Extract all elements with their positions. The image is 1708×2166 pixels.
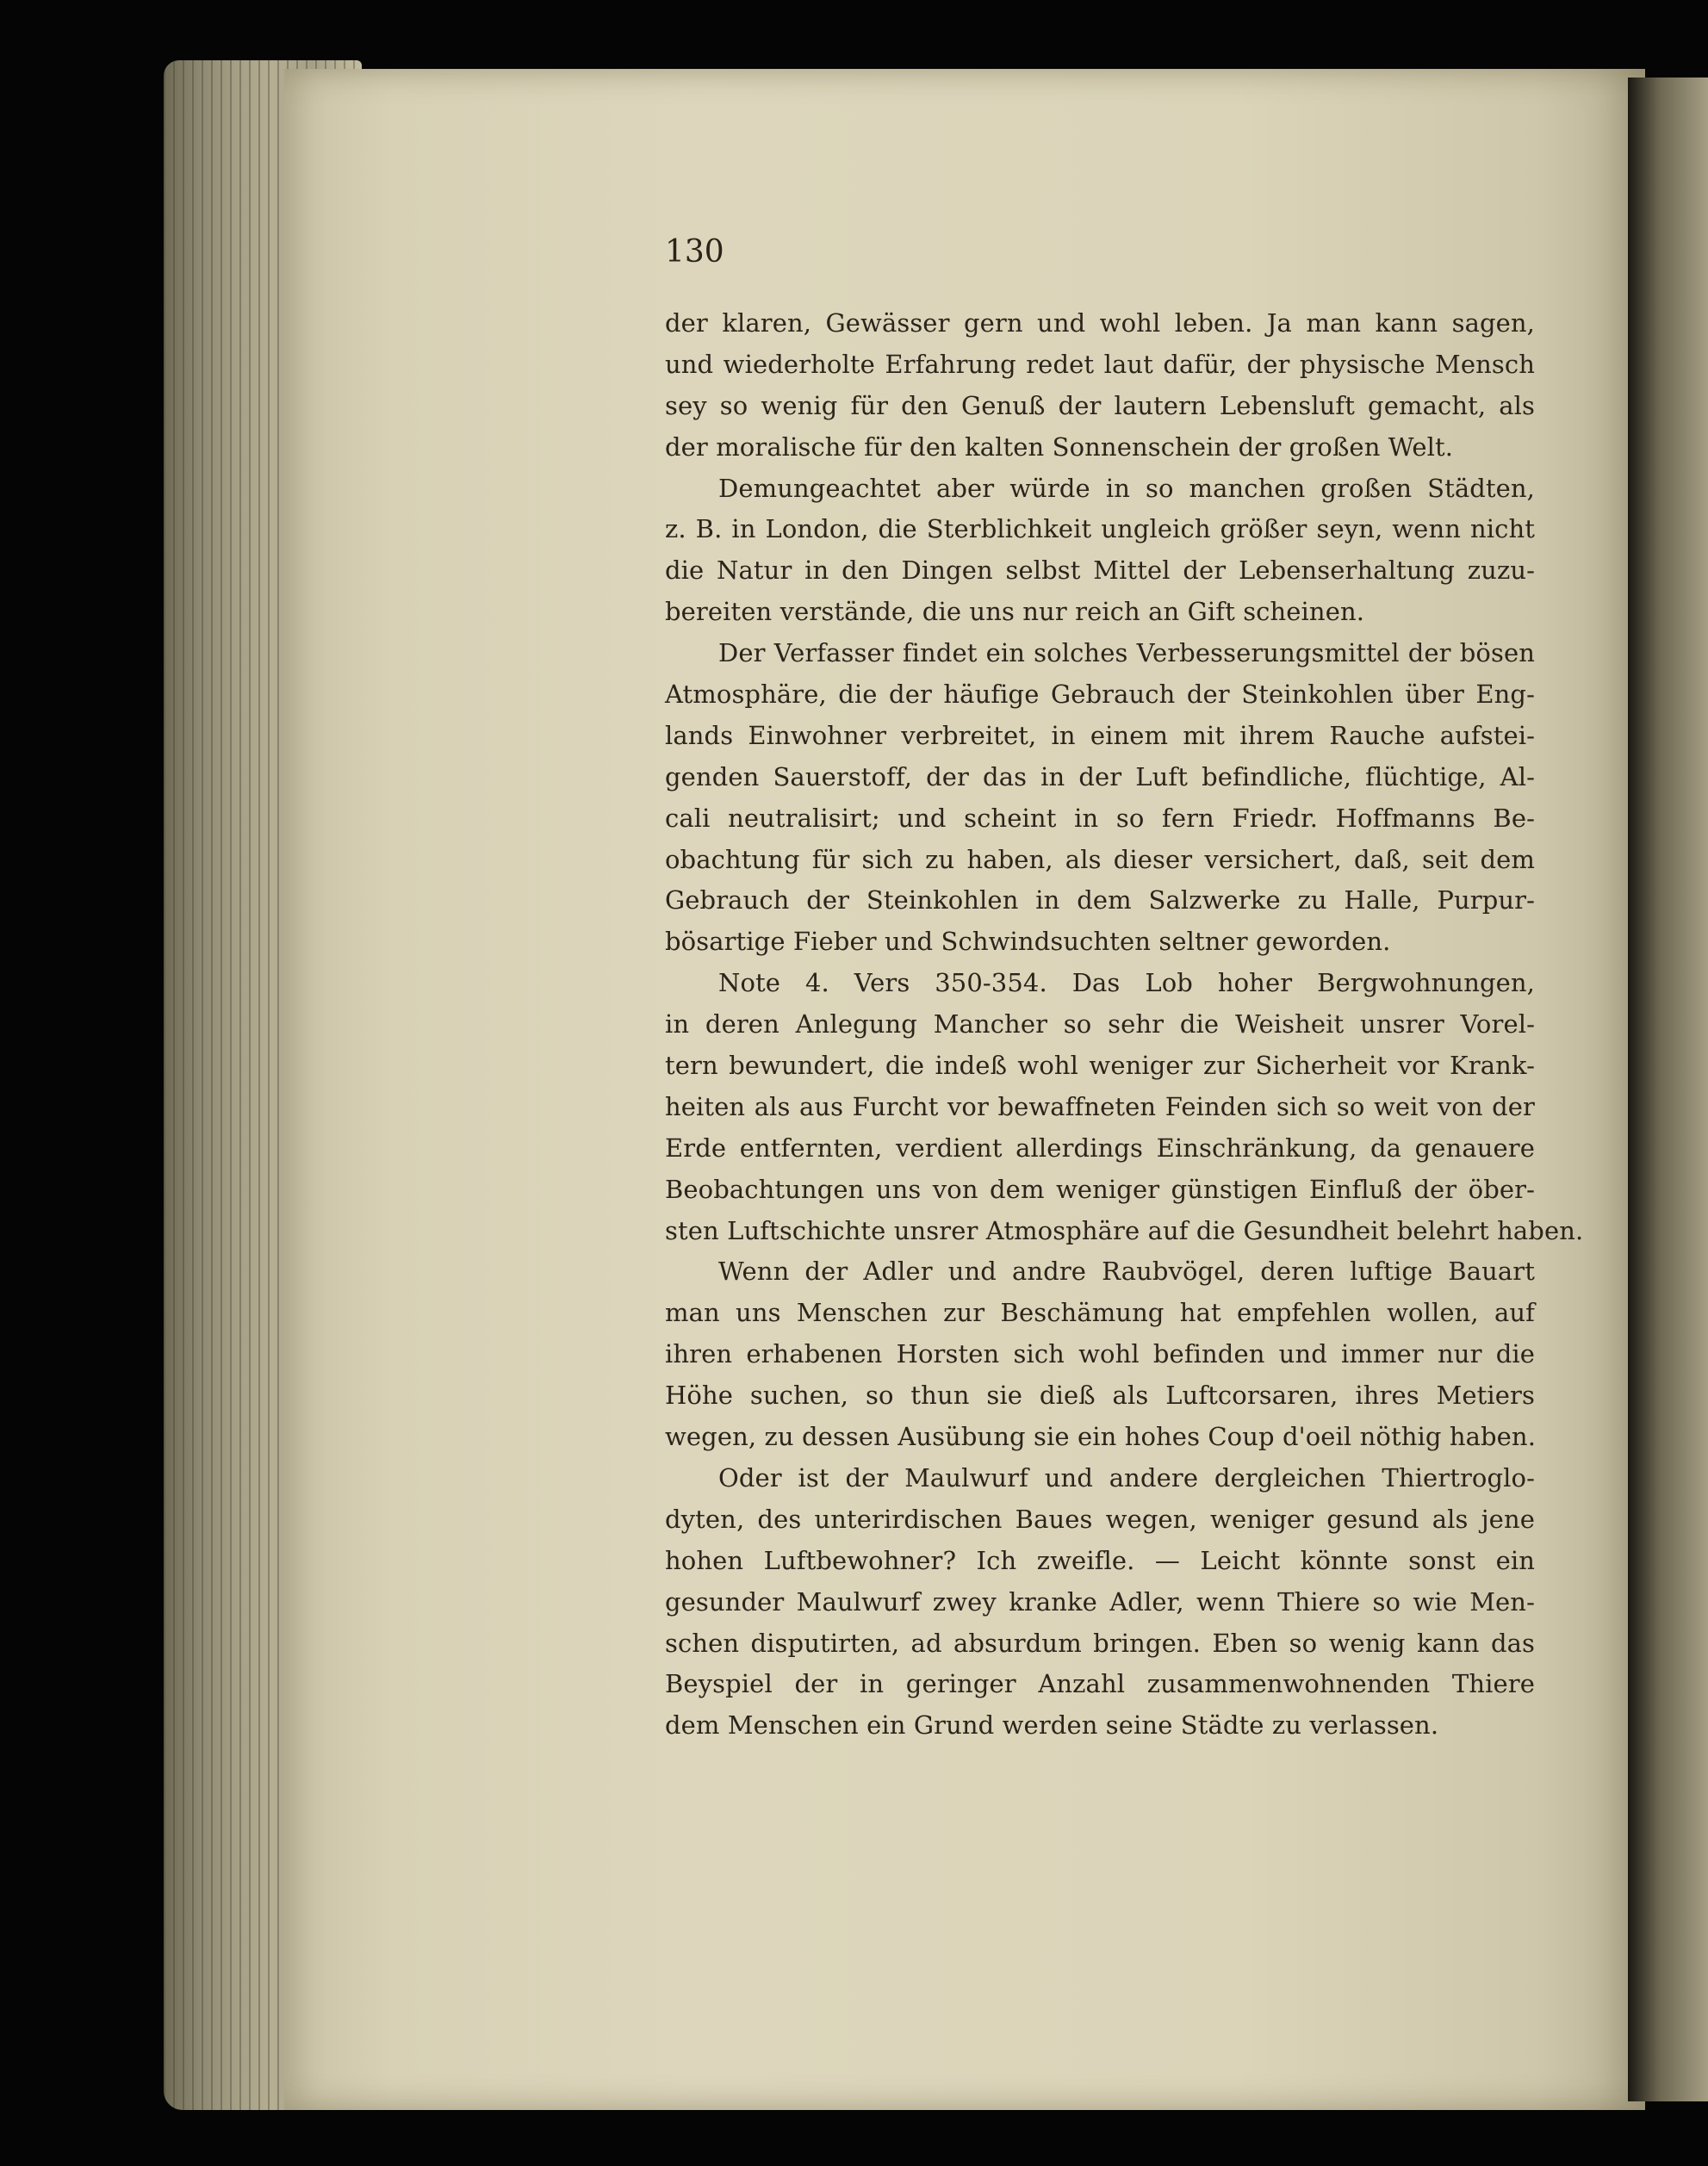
text-line: cali neutralisirt; und scheint in so fern Friedr. Hoffmanns Be- — [665, 803, 1535, 833]
text-line: Beobachtungen uns von dem weniger günstigen Einfluß der öber- — [665, 1174, 1535, 1204]
text-line: Gebrauch der Steinkohlen in dem Salzwerke zu Halle, Purpur- — [665, 885, 1535, 915]
text-line: schen disputirten, ad absurdum bringen. Eben so wenig kann das — [665, 1628, 1535, 1658]
text-line: obachtung für sich zu haben, als dieser versichert, daß, seit dem — [665, 844, 1535, 874]
text-line: Der Verfasser findet ein solches Verbesserungsmittel der bösen — [718, 638, 1535, 668]
text-line: wegen, zu dessen Ausübung sie ein hohes Coup d'oeil nöthig haben. — [665, 1422, 1537, 1452]
text-line: gesunder Maulwurf zwey kranke Adler, wenn Thiere so wie Men- — [665, 1586, 1535, 1617]
text-line: Höhe suchen, so thun sie dieß als Luftcorsaren, ihres Metiers — [665, 1381, 1535, 1411]
text-line: Oder ist der Maulwurf und andere dergleichen Thiertroglo- — [718, 1462, 1535, 1493]
text-line: sten Luftschichte unsrer Atmosphäre auf die Gesundheit belehrt haben. — [665, 1215, 1584, 1245]
text-line: der moralische für den kalten Sonnenschein der großen Welt. — [665, 431, 1454, 462]
text-line: hohen Luftbewohner? Ich zweifle. — Leicht könnte sonst ein — [665, 1545, 1535, 1575]
text-line: ihren erhabenen Horsten sich wohl befinden und immer nur die — [665, 1339, 1535, 1369]
text-line: Note 4. Vers 350-354. Das Lob hoher Bergwohnungen, — [718, 968, 1535, 998]
text-line: Beyspiel der in geringer Anzahl zusammenwohnenden Thiere — [665, 1669, 1535, 1699]
text-line: dyten, des unterirdischen Baues wegen, weniger gesund als jene — [665, 1504, 1535, 1534]
text-line: lands Einwohner verbreitet, in einem mit ihrem Rauche aufstei- — [665, 720, 1535, 750]
text-line: dem Menschen ein Grund werden seine Städte zu verlassen. — [665, 1710, 1439, 1741]
text-line: bereiten verstände, die uns nur reich an Gift scheinen. — [665, 597, 1365, 627]
text-line: die Natur in den Dingen selbst Mittel der Lebenserhaltung zuzu- — [665, 555, 1535, 586]
facing-page-edge — [1628, 78, 1708, 2101]
text-line: Erde entfernten, verdient allerdings Einschränkung, da genauere — [665, 1133, 1535, 1163]
page-number: 130 — [665, 234, 724, 270]
page-body-text — [665, 303, 1584, 1747]
text-line: sey so wenig für den Genuß der lautern Lebensluft gemacht, als — [665, 390, 1535, 420]
text-line: Wenn der Adler und andre Raubvögel, deren luftige Bauart — [718, 1257, 1535, 1287]
text-line: und wiederholte Erfahrung redet laut dafür, der physische Mensch — [665, 349, 1535, 379]
text-line: der klaren, Gewässer gern und wohl leben. Ja man kann sagen, — [665, 308, 1535, 338]
text-line: z. B. in London, die Sterblichkeit ungleich größer seyn, wenn nicht — [665, 514, 1535, 544]
text-line: man uns Menschen zur Beschämung hat empfehlen wollen, auf — [665, 1298, 1535, 1328]
text-line: heiten als aus Furcht vor bewaffneten Feinden sich so weit von der — [665, 1091, 1535, 1121]
text-line: Atmosphäre, die der häufige Gebrauch der Steinkohlen über Eng- — [665, 680, 1535, 710]
text-line: Demungeachtet aber würde in so manchen großen Städten, — [718, 473, 1535, 503]
text-line: tern bewundert, die indeß wohl weniger zur Sicherheit vor Krank- — [665, 1051, 1535, 1081]
text-line: genden Sauerstoff, der das in der Luft befindliche, flüchtige, Al- — [665, 761, 1535, 791]
text-line: bösartige Fieber und Schwindsuchten seltner geworden. — [665, 927, 1391, 957]
text-line: in deren Anlegung Mancher so sehr die Weisheit unsrer Vorel- — [665, 1009, 1535, 1040]
